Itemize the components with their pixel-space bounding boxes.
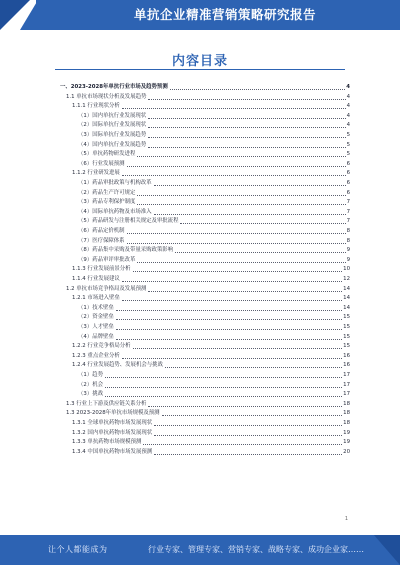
toc-entry-text: （3）国际单抗行业发展趋势 xyxy=(78,132,147,138)
toc-entry[interactable] xyxy=(60,150,350,159)
toc-entry[interactable] xyxy=(60,371,350,380)
toc-entry[interactable] xyxy=(60,160,350,169)
toc-leader-dots xyxy=(127,166,346,167)
footer-slogan-right: 行业专家、管理专家、营销专家、战略专家、成功企业家…… xyxy=(148,545,364,554)
toc-entry[interactable] xyxy=(60,429,350,438)
toc-entry-text: 1.2.1 市场进入壁垒 xyxy=(72,295,120,302)
toc-entry-page: 20 xyxy=(343,448,350,455)
toc-entry[interactable] xyxy=(60,227,350,236)
toc-entry-page: 15 xyxy=(343,333,350,340)
toc-entry-page: 15 xyxy=(343,314,350,321)
toc-entry-page: 17 xyxy=(343,381,350,388)
toc-entry-text: 1.2.4 行业发展趋势、发展机会与挑战 xyxy=(72,362,163,369)
toc-leader-dots xyxy=(148,137,345,138)
toc-entry-text: 1.2 单抗市场竞争格局及发展预测 xyxy=(66,285,147,292)
toc-entry[interactable] xyxy=(60,265,350,274)
toc-entry-text: （4）国内单抗行业发展趋势 xyxy=(78,141,147,148)
toc-leader-dots xyxy=(105,387,342,388)
toc-entry-text: 1.3 行业上下游及供应链关系分析 xyxy=(66,400,147,407)
page-footer xyxy=(0,535,400,565)
toc-leader-dots xyxy=(175,252,345,253)
toc-entry-page: 10 xyxy=(343,266,350,273)
toc-leader-dots xyxy=(122,281,342,282)
toc-entry-page: 7 xyxy=(346,208,350,215)
toc-entry-page: 9 xyxy=(346,256,350,263)
toc-entry-page: 6 xyxy=(346,189,350,196)
toc-leader-dots xyxy=(105,396,342,397)
toc-entry[interactable] xyxy=(60,390,350,399)
toc-entry-page: 4 xyxy=(346,84,350,90)
toc-entry[interactable] xyxy=(60,121,350,130)
toc-leader-dots xyxy=(122,175,346,176)
toc-entry[interactable] xyxy=(60,381,350,390)
toc-entry-text: （5）单抗药物研发进程 xyxy=(78,151,136,158)
toc-leader-dots xyxy=(154,454,342,455)
toc-entry-text: （1）国内单抗行业发展现状 xyxy=(78,112,147,119)
toc-entry-page: 18 xyxy=(343,420,350,426)
toc-title: 内容目录 xyxy=(171,54,228,69)
toc-entry-text: 1.3.1 全球单抗药物市场发展现状 xyxy=(72,420,153,426)
toc-entry-page: 16 xyxy=(343,352,350,359)
toc-entry-page: 15 xyxy=(343,324,350,330)
toc-leader-dots xyxy=(148,147,345,148)
toc-entry[interactable] xyxy=(60,198,350,207)
toc-leader-dots xyxy=(127,233,346,234)
toc-entry-page: 5 xyxy=(346,141,350,148)
toc-entry-text: 一、2023-2028年单抗行业市场及趋势预测 xyxy=(60,84,168,90)
toc-leader-dots xyxy=(122,108,346,109)
toc-leader-dots xyxy=(137,262,345,263)
toc-leader-dots xyxy=(133,271,343,272)
toc-entry[interactable] xyxy=(60,208,350,217)
toc-entry[interactable] xyxy=(60,342,350,351)
toc-leader-dots xyxy=(143,444,342,445)
toc-entry-page: 6 xyxy=(346,160,350,167)
toc-entry-page: 19 xyxy=(343,429,350,436)
toc-entry-text: （9）药品审评审批改革 xyxy=(78,256,136,263)
toc-entry-text: 1.2.2 行业竞争格局分析 xyxy=(72,343,131,350)
toc-entry-page: 12 xyxy=(343,276,350,282)
toc-entry-text: （4）品牌壁垒 xyxy=(78,333,114,340)
toc-entry[interactable] xyxy=(60,217,350,226)
toc-entry-page: 5 xyxy=(346,151,350,158)
toc-entry-text: （2）药品生产许可规定 xyxy=(78,189,136,196)
toc-entry[interactable] xyxy=(60,83,350,92)
toc-entry-text: 1.3.4 中国单抗药物市场发展预测 xyxy=(72,448,153,455)
page-header xyxy=(0,0,400,30)
toc-leader-dots xyxy=(154,185,346,186)
toc-entry-page: 16 xyxy=(343,362,350,369)
toc-leader-dots xyxy=(116,310,342,311)
toc-entry-page: 4 xyxy=(346,122,350,129)
toc-entry[interactable] xyxy=(60,352,350,361)
toc-entry-page: 18 xyxy=(343,410,350,417)
toc-entry-text: （5）药品研发与注册相关规定及审批流程 xyxy=(78,218,179,225)
toc-entry-page: 7 xyxy=(346,218,350,225)
toc-entry-page: 8 xyxy=(346,228,350,234)
toc-leader-dots xyxy=(162,415,343,416)
toc-leader-dots xyxy=(148,118,345,119)
toc-leader-dots xyxy=(148,99,345,100)
toc-entry-text: （7）医疗保障体系 xyxy=(78,237,125,244)
toc-entry[interactable] xyxy=(60,189,350,198)
toc-entry-page: 7 xyxy=(346,199,350,206)
toc-leader-dots xyxy=(122,358,342,359)
toc-leader-dots xyxy=(154,425,342,426)
toc-entry[interactable] xyxy=(60,313,350,322)
toc-leader-dots xyxy=(154,435,342,436)
toc-entry-text: （3）药品专利保护制度 xyxy=(78,199,136,206)
toc-entry-page: 19 xyxy=(343,439,350,446)
toc-entry-text: （1）技术壁垒 xyxy=(78,304,114,311)
toc-entry-text: 1.3.2 国内单抗药物市场发展现状 xyxy=(72,429,153,436)
toc-entry-text: （4）国际单抗药物及市场准入 xyxy=(78,208,152,215)
toc-leader-dots xyxy=(137,156,345,157)
toc-entry[interactable] xyxy=(60,333,350,342)
toc-entry-text: （3）人才壁垒 xyxy=(78,324,114,330)
toc-leader-dots xyxy=(137,195,345,196)
toc-entry-text: 1.1 单抗市场现状分析及发展趋势 xyxy=(66,93,147,100)
toc-entry-text: 1.1.2 行业研发进展 xyxy=(72,170,120,177)
toc-entry-page: 9 xyxy=(346,247,350,254)
toc-entry-text: （1）药品审批政策与机构改革 xyxy=(78,180,152,186)
toc-leader-dots xyxy=(122,300,342,301)
toc-entry[interactable] xyxy=(60,400,350,409)
toc-entry[interactable] xyxy=(60,275,350,284)
page-number: 1 xyxy=(344,516,348,522)
toc-leader-dots xyxy=(154,214,346,215)
toc-leader-dots xyxy=(165,367,342,368)
toc-entry-page: 4 xyxy=(346,93,350,100)
toc-entry-page: 8 xyxy=(346,237,350,244)
toc-entry[interactable] xyxy=(60,112,350,121)
toc-entry-text: （2）国际单抗行业发展现状 xyxy=(78,122,147,129)
toc-entry-page: 5 xyxy=(346,132,350,138)
toc-entry-page: 17 xyxy=(343,391,350,398)
toc-entry[interactable] xyxy=(60,141,350,150)
toc-entry[interactable] xyxy=(60,438,350,447)
toc-leader-dots xyxy=(170,89,346,90)
toc-entry-text: 1.3.3 单抗药物市场规模预测 xyxy=(72,439,142,446)
toc-entry[interactable] xyxy=(60,285,350,294)
toc-entry[interactable] xyxy=(60,294,350,303)
toc-entry[interactable] xyxy=(60,409,350,418)
toc-entry-page: 14 xyxy=(343,285,350,292)
toc-leader-dots xyxy=(116,319,342,320)
toc-leader-dots xyxy=(148,127,345,128)
toc-entry-page: 15 xyxy=(343,343,350,350)
toc-leader-dots xyxy=(137,204,345,205)
toc-leader-dots xyxy=(180,223,345,224)
toc-entry[interactable] xyxy=(60,323,350,332)
toc-entry-page: 17 xyxy=(343,372,350,378)
toc-entry-text: 1.1.1 行业现状分析 xyxy=(72,103,120,110)
toc-entry-page: 14 xyxy=(343,295,350,302)
toc-entry[interactable] xyxy=(60,361,350,370)
footer-decoration xyxy=(374,535,400,565)
toc-leader-dots xyxy=(116,329,342,330)
toc-leader-dots xyxy=(127,243,346,244)
toc-entry-text: （6）行业发展预测 xyxy=(78,160,125,167)
toc-entry-text: （2）机会 xyxy=(78,381,103,388)
toc-entry-page: 14 xyxy=(343,304,350,311)
report-title: 单抗企业精准营销策略研究报告 xyxy=(133,7,316,22)
toc-entry[interactable] xyxy=(60,246,350,255)
toc-entry[interactable] xyxy=(60,179,350,188)
toc-entry-text: （6）药品定价机制 xyxy=(78,228,125,234)
toc-entry[interactable] xyxy=(60,102,350,111)
toc-leader-dots xyxy=(148,291,342,292)
toc-entry[interactable] xyxy=(60,237,350,246)
toc-entry[interactable] xyxy=(60,131,350,140)
toc-entry-page: 4 xyxy=(346,103,350,110)
toc-entry-text: （3）挑战 xyxy=(78,391,103,398)
toc-entry[interactable] xyxy=(60,448,350,457)
toc-leader-dots xyxy=(133,348,343,349)
toc-leader-dots xyxy=(105,377,342,378)
toc-leader-dots xyxy=(116,339,342,340)
toc-divider xyxy=(55,69,345,70)
toc-entry[interactable] xyxy=(60,93,350,102)
footer-slogan-left: 让个人都能成为 xyxy=(48,545,108,554)
toc-leader-dots xyxy=(148,406,342,407)
toc-entry-text: 1.2.3 重点企业分析 xyxy=(72,352,120,359)
toc-entry-text: 1.3 2023-2028年单抗市场规模及预测 xyxy=(66,410,160,417)
toc-entry-page: 6 xyxy=(346,180,350,186)
toc-entry-text: 1.1.3 行业发展前景分析 xyxy=(72,266,131,273)
toc-entry-page: 18 xyxy=(343,400,350,407)
toc-entry-text: （8）药品集中采购及带量采购政策影响 xyxy=(78,247,174,254)
toc-entry-text: （1）趋势 xyxy=(78,372,103,378)
toc-entry-text: （2）资金壁垒 xyxy=(78,314,114,321)
toc-entry[interactable] xyxy=(60,304,350,313)
toc-entry[interactable] xyxy=(60,169,350,178)
toc-entry-page: 6 xyxy=(346,170,350,177)
toc-entry[interactable] xyxy=(60,419,350,428)
toc-entry-text: 1.1.4 行业发展建议 xyxy=(72,276,120,282)
toc-entry[interactable] xyxy=(60,256,350,265)
toc-entry-page: 4 xyxy=(346,112,350,119)
